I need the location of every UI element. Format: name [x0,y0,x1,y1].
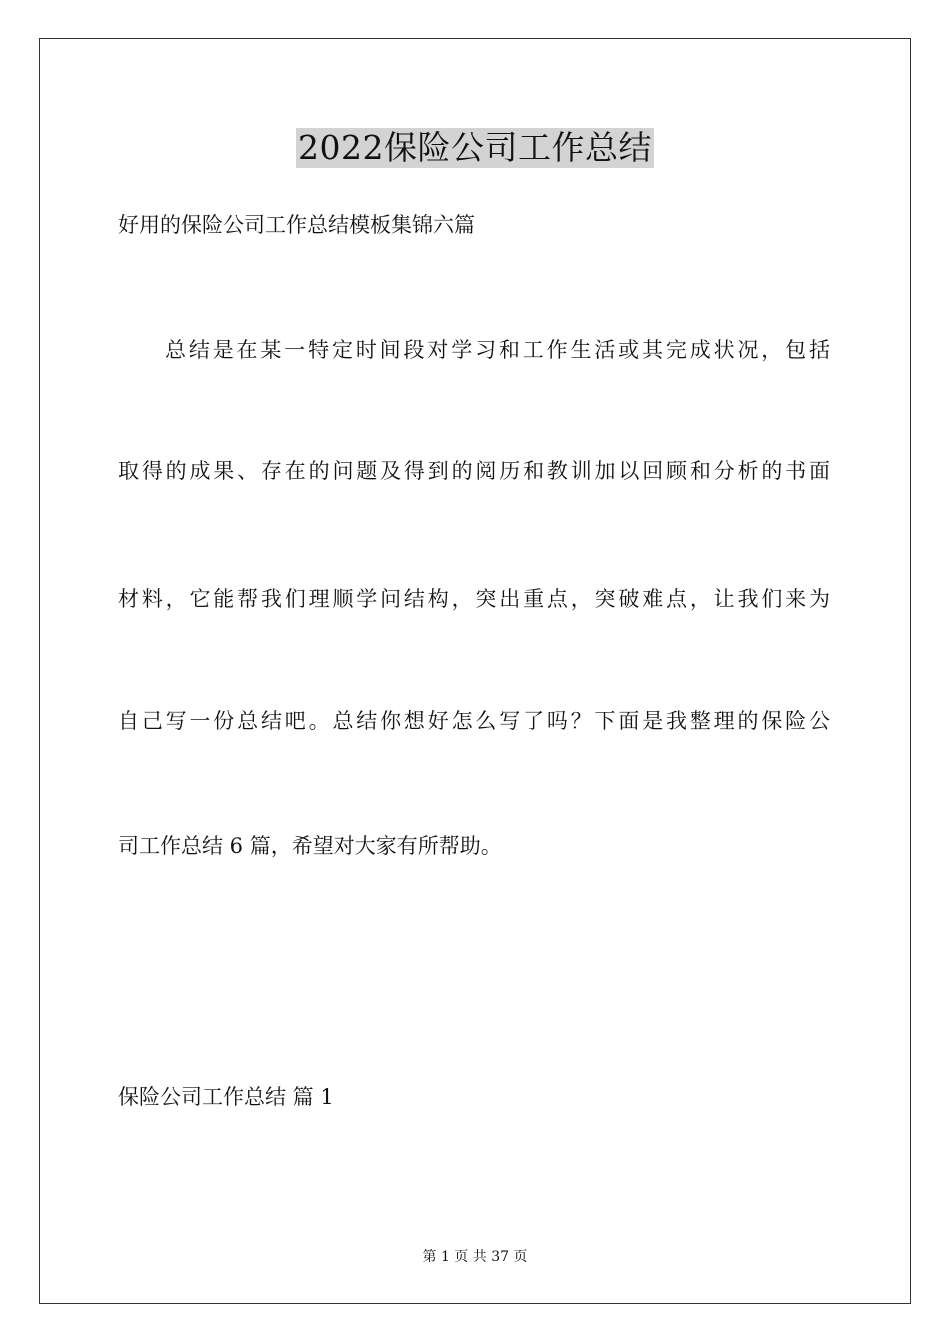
title-container [0,128,950,168]
intro-paragraph-line-3: 材料，它能帮我们理顺学问结构，突出重点，突破难点，让我们来为 [118,587,830,611]
intro-paragraph-line-1: 总结是在某一特定时间段对学习和工作生活或其完成状况，包括 [165,338,830,362]
document-subtitle: 好用的保险公司工作总结模板集锦六篇 [118,213,475,237]
intro-paragraph-line-2: 取得的成果、存在的问题及得到的阅历和教训加以回顾和分析的书面 [118,459,830,483]
section-heading: 保险公司工作总结 篇 1 [118,1085,334,1109]
intro-paragraph-line-4: 自己写一份总结吧。总结你想好怎么写了吗？下面是我整理的保险公 [118,709,830,733]
document-title: 2022保险公司工作总结 [298,128,652,167]
intro-paragraph-line-5: 司工作总结 6 篇，希望对大家有所帮助。 [118,834,502,858]
page-footer: 第 1 页 共 37 页 [422,1249,528,1265]
